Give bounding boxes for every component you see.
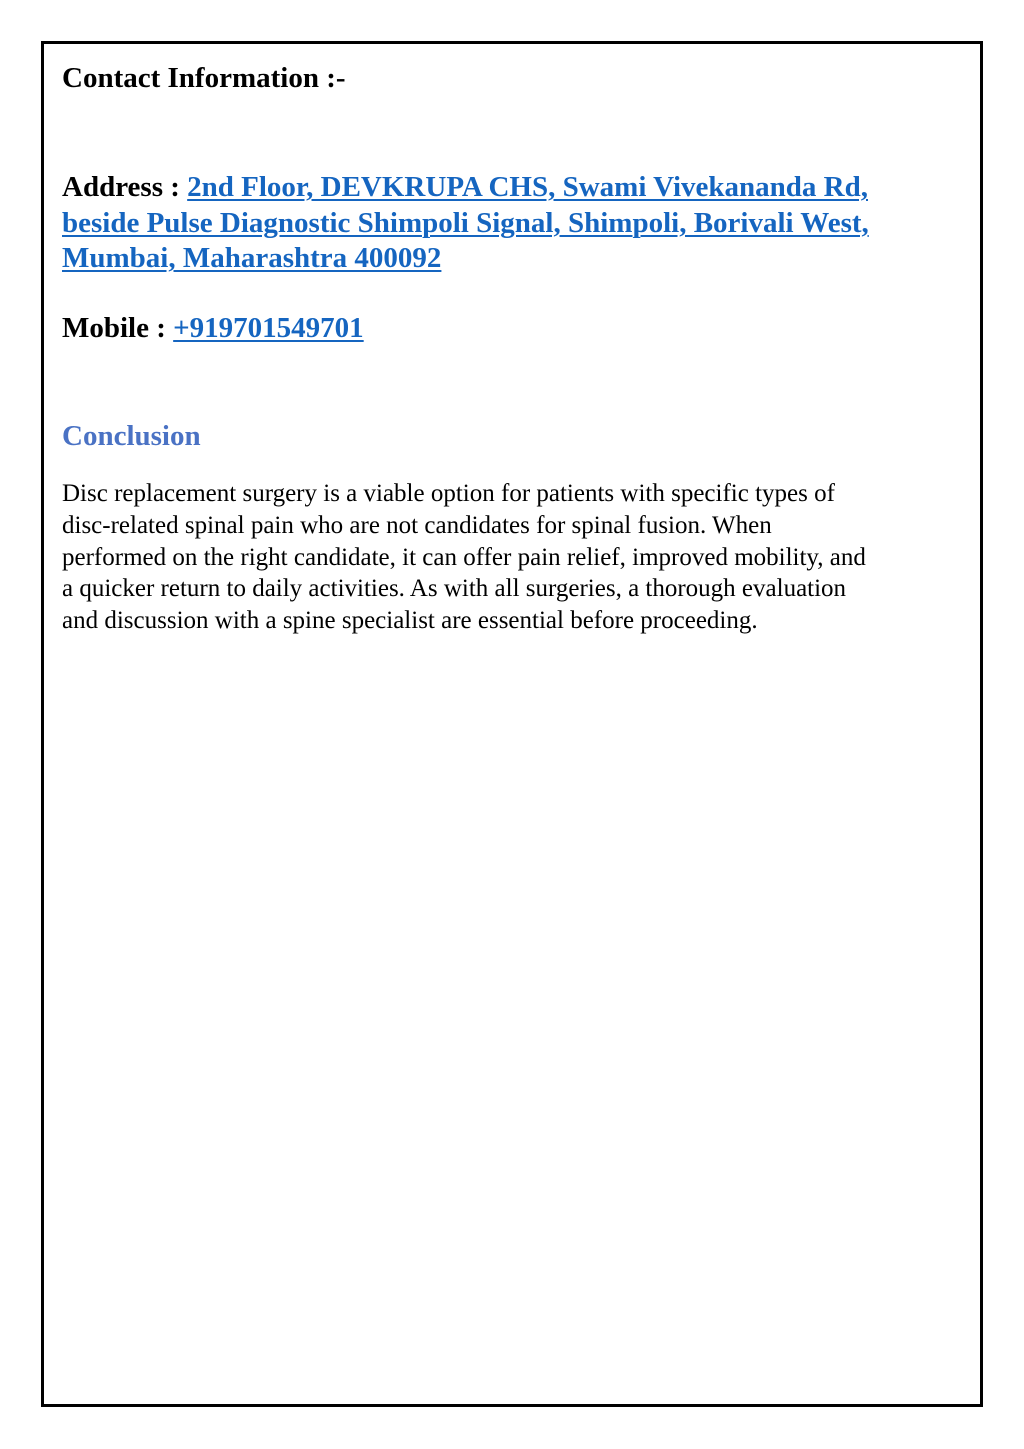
paragraph-line: disc-related spinal pain who are not candidates for spinal fusion. When: [62, 511, 772, 539]
mobile-block: [62, 312, 364, 345]
mobile-link[interactable]: +919701549701: [173, 312, 364, 344]
mobile-label: Mobile :: [62, 312, 166, 344]
address-block: [62, 170, 869, 277]
conclusion-heading: Conclusion: [62, 420, 201, 452]
paragraph-line: a quicker return to daily activities. As with all surgeries, a thorough evaluation: [62, 575, 847, 603]
address-link-line-1[interactable]: 2nd Floor, DEVKRUPA CHS, Swami Vivekananda Rd,: [187, 171, 868, 203]
conclusion-paragraph: [62, 478, 866, 637]
paragraph-line: Disc replacement surgery is a viable option for patients with specific types of: [62, 480, 835, 507]
address-link-line-2[interactable]: beside Pulse Diagnostic Shimpoli Signal, Shimpoli, Borivali West,: [62, 206, 869, 239]
address-link-line-3[interactable]: Mumbai, Maharashtra 400092: [62, 242, 442, 274]
paragraph-line: performed on the right candidate, it can offer pain relief, improved mobility, and: [62, 543, 866, 571]
contact-heading: Contact Information :-: [62, 62, 346, 94]
address-label: Address :: [62, 171, 180, 203]
paragraph-line: and discussion with a spine specialist are essential before proceeding.: [62, 607, 758, 635]
